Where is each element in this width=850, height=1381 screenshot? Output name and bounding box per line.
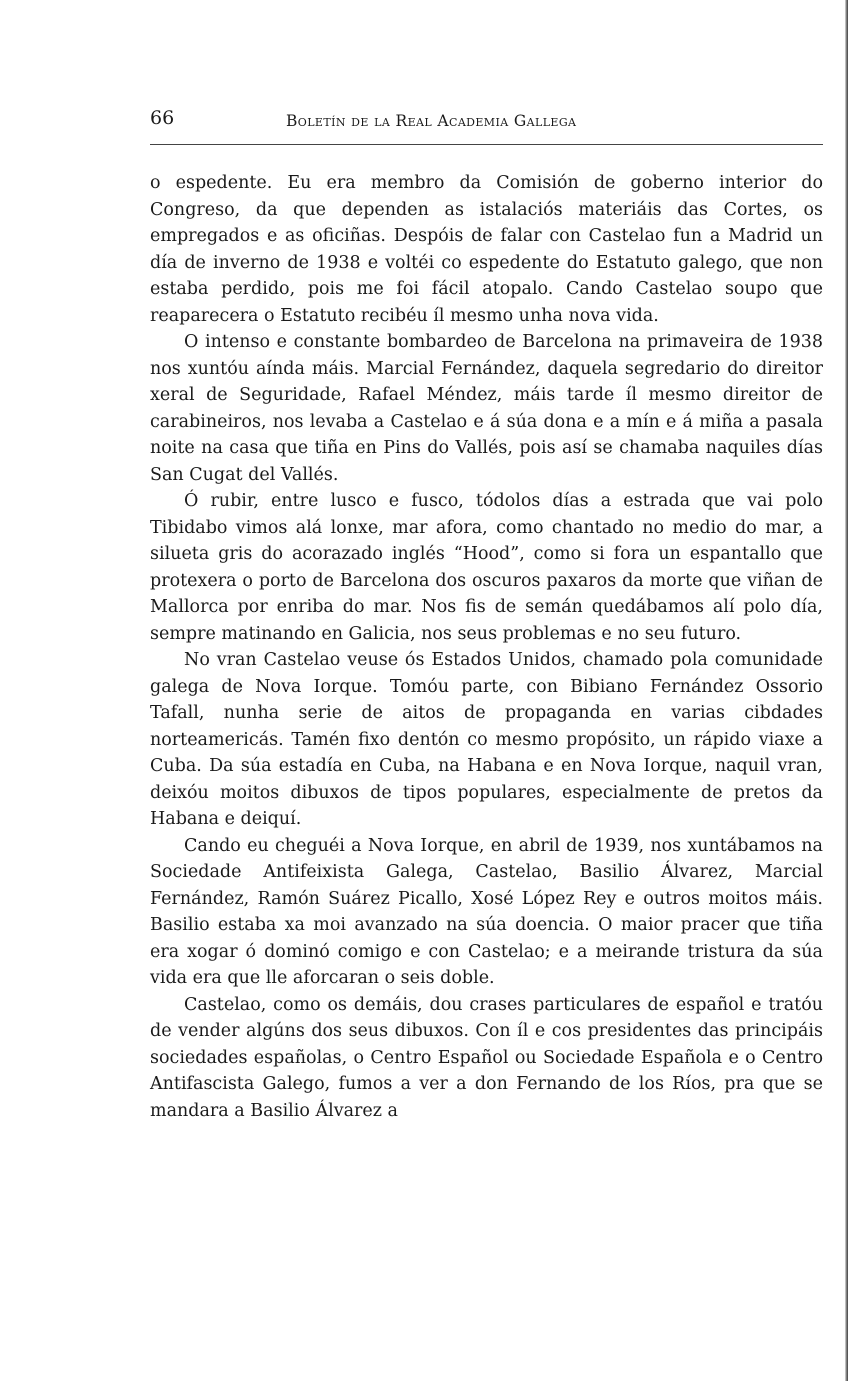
paragraph: o espedente. Eu era membro da Comisión de goberno interior do Congreso, da que dependen as istalaciós materiáis das Cortes, os empregados e as oficiñas. Despóis de falar con Castelao fun a Madrid un día de inverno de 1938 e voltéi co espedente do Estatuto galego, que non estaba perdido, pois me foi fácil atopalo. Cando Castelao soupo que reaparecera o Estatuto recibéu íl mesmo unha nova vida. — [150, 173, 823, 326]
paragraph: Castelao, como os demáis, dou crases particulares de español e tratóu de vender algúns dos seus dibuxos. Con íl e cos presidentes das principáis sociedades españolas, o Centro Español ou Sociedade Española e o Centro Antifascista Galego, fumos a ver a don Fernando de los Ríos, pra que se mandara a Basilio Álvarez a — [150, 994, 823, 1121]
paragraph: Ó rubir, entre lusco e fusco, tódolos días a estrada que vai polo Tibidabo vimos alá lonxe, mar afora, como chantado no medio do mar, a silueta gris do acorazado inglés “Hood”, como si fora un espantallo que protexera o porto de Barcelona dos oscuros paxaros da morte que viñan de Mallorca por enriba do mar. Nos fis de semán quedábamos alí polo día, sempre matinando en Galicia, nos seus problemas e no seu futuro. — [150, 491, 823, 644]
paragraph: Cando eu cheguéi a Nova Iorque, en abril de 1939, nos xuntábamos na Sociedade Antifeixista Galega, Castelao, Basilio Álvarez, Marcial Fernández, Ramón Suárez Picallo, Xosé López Rey e outros moitos máis. Basilio estaba xa moi avanzado na súa doencia. O maior pracer que tiña era xogar ó dominó comigo e con Castelao; e a meirande tristura da súa vida era que lle aforcaran o seis doble. — [150, 835, 823, 988]
page-edge-shadow — [845, 0, 848, 1381]
page-number: 66 — [150, 107, 175, 129]
paragraph: O intenso e constante bombardeo de Barcelona na primaveira de 1938 nos xuntóu aínda máis. Marcial Fernández, daquela segredario do direitor xeral de Seguridade, Rafael Méndez, máis tarde íl mesmo direitor de carabineiros, nos levaba a Castelao e á súa dona e a mín e á miña a pasala noite na casa que tiña en Pins do Vallés, pois así se chamaba naquiles días San Cugat del Vallés. — [150, 332, 823, 485]
body-text — [150, 170, 823, 1124]
document-page — [150, 104, 823, 1124]
page-header — [150, 104, 823, 145]
running-title: Boletín de la Real Academia Gallega — [286, 112, 577, 130]
paragraph: No vran Castelao veuse ós Estados Unidos, chamado pola comunidade galega de Nova Iorque. Tomóu parte, con Bibiano Fernández Ossorio Tafall, nunha serie de aitos de propaganda en varias cibdades norteamericás. Tamén fixo dentón co mesmo propósito, un rápido viaxe a Cuba. Da súa estadía en Cuba, na Habana e en Nova Iorque, naquil vran, deixóu moitos dibuxos de tipos populares, especialmente de pretos da Habana e deiquí. — [150, 650, 823, 829]
